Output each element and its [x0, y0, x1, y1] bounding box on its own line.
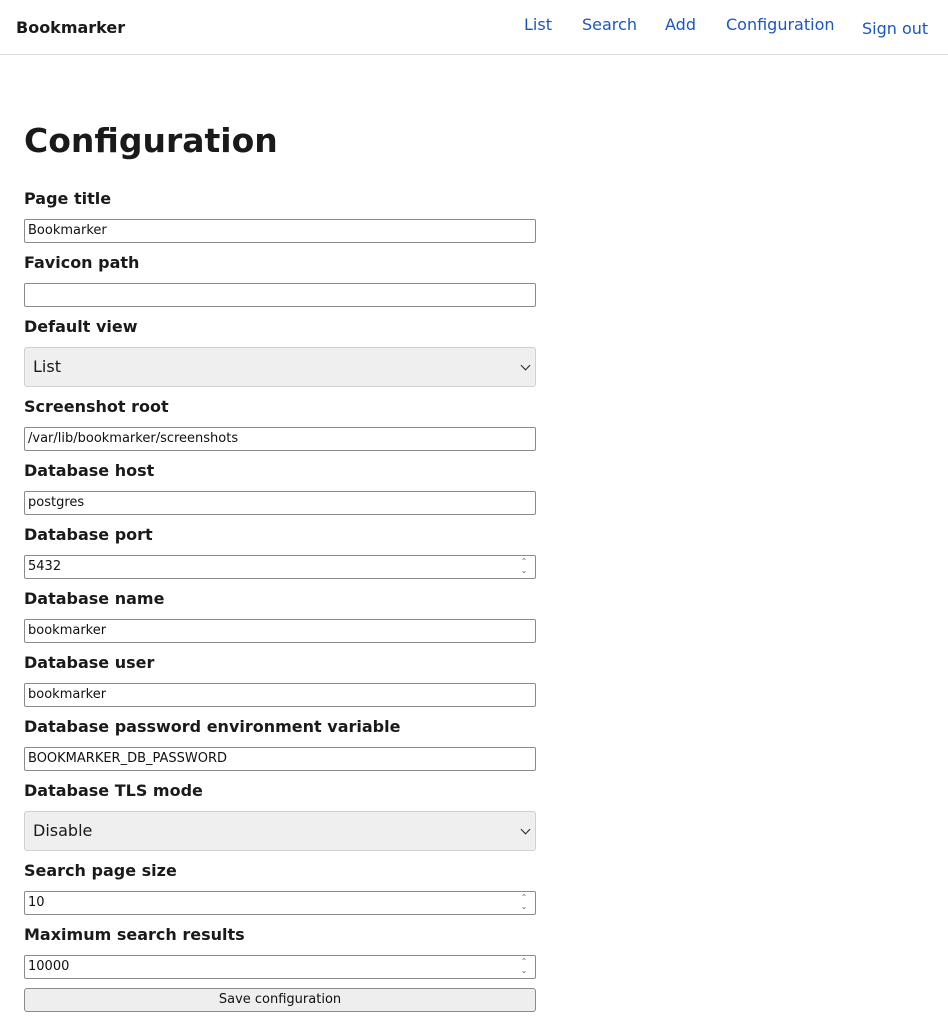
page-title-label: Page title: [24, 189, 112, 208]
screenshot-root-field: [24, 396, 536, 460]
max-search-results-input[interactable]: 10000: [24, 955, 536, 979]
top-bar: [0, 0, 948, 55]
database-port-field: [24, 524, 536, 588]
chevron-down-icon: [521, 825, 531, 835]
nav-link-list[interactable]: List: [524, 15, 552, 34]
search-page-size-input[interactable]: 10: [24, 891, 536, 915]
page-title-input[interactable]: Bookmarker: [24, 219, 536, 243]
nav-link-add[interactable]: Add: [665, 15, 696, 34]
page-title: Configuration: [24, 121, 278, 160]
spinner-arrows-icon[interactable]: ⌃ ⌄: [520, 557, 528, 575]
favicon-path-input[interactable]: [24, 283, 536, 307]
database-password-env-input[interactable]: BOOKMARKER_DB_PASSWORD: [24, 747, 536, 771]
database-user-label: Database user: [24, 653, 155, 672]
default-view-field: [24, 316, 536, 396]
database-name-input[interactable]: bookmarker: [24, 619, 536, 643]
database-host-field: [24, 460, 536, 524]
favicon-path-field: [24, 252, 536, 316]
max-search-results-label: Maximum search results: [24, 925, 245, 944]
default-view-label: Default view: [24, 317, 138, 336]
page-title-field: [24, 188, 536, 252]
database-password-env-field: [24, 716, 536, 780]
database-host-input[interactable]: postgres: [24, 491, 536, 515]
database-tls-mode-label: Database TLS mode: [24, 781, 203, 800]
database-port-label: Database port: [24, 525, 153, 544]
nav-link-sign-out[interactable]: Sign out: [862, 19, 929, 38]
database-user-input[interactable]: bookmarker: [24, 683, 536, 707]
chevron-down-icon: [521, 361, 531, 371]
screenshot-root-input[interactable]: /var/lib/bookmarker/screenshots: [24, 427, 536, 451]
default-view-select[interactable]: [24, 347, 536, 387]
save-configuration-button[interactable]: Save configuration: [24, 988, 536, 1012]
screenshot-root-label: Screenshot root: [24, 397, 169, 416]
database-host-label: Database host: [24, 461, 155, 480]
database-password-env-label: Database password environment variable: [24, 717, 401, 736]
nav-link-search[interactable]: Search: [582, 15, 637, 34]
max-search-results-field: [24, 924, 536, 979]
configuration-form: [24, 188, 536, 1012]
default-view-selected: List: [33, 357, 61, 376]
spinner-arrows-icon[interactable]: ⌃ ⌄: [520, 893, 528, 911]
database-name-field: [24, 588, 536, 652]
database-user-field: [24, 652, 536, 716]
spinner-arrows-icon[interactable]: ⌃ ⌄: [520, 957, 528, 975]
database-tls-mode-field: [24, 780, 536, 860]
brand-title: Bookmarker: [16, 18, 126, 37]
database-tls-mode-select[interactable]: [24, 811, 536, 851]
favicon-path-label: Favicon path: [24, 253, 140, 272]
nav-link-configuration[interactable]: Configuration: [726, 15, 835, 34]
database-name-label: Database name: [24, 589, 165, 608]
search-page-size-label: Search page size: [24, 861, 177, 880]
main-nav: [0, 0, 948, 55]
database-tls-mode-selected: Disable: [33, 821, 93, 840]
search-page-size-field: [24, 860, 536, 924]
database-port-input[interactable]: 5432: [24, 555, 536, 579]
